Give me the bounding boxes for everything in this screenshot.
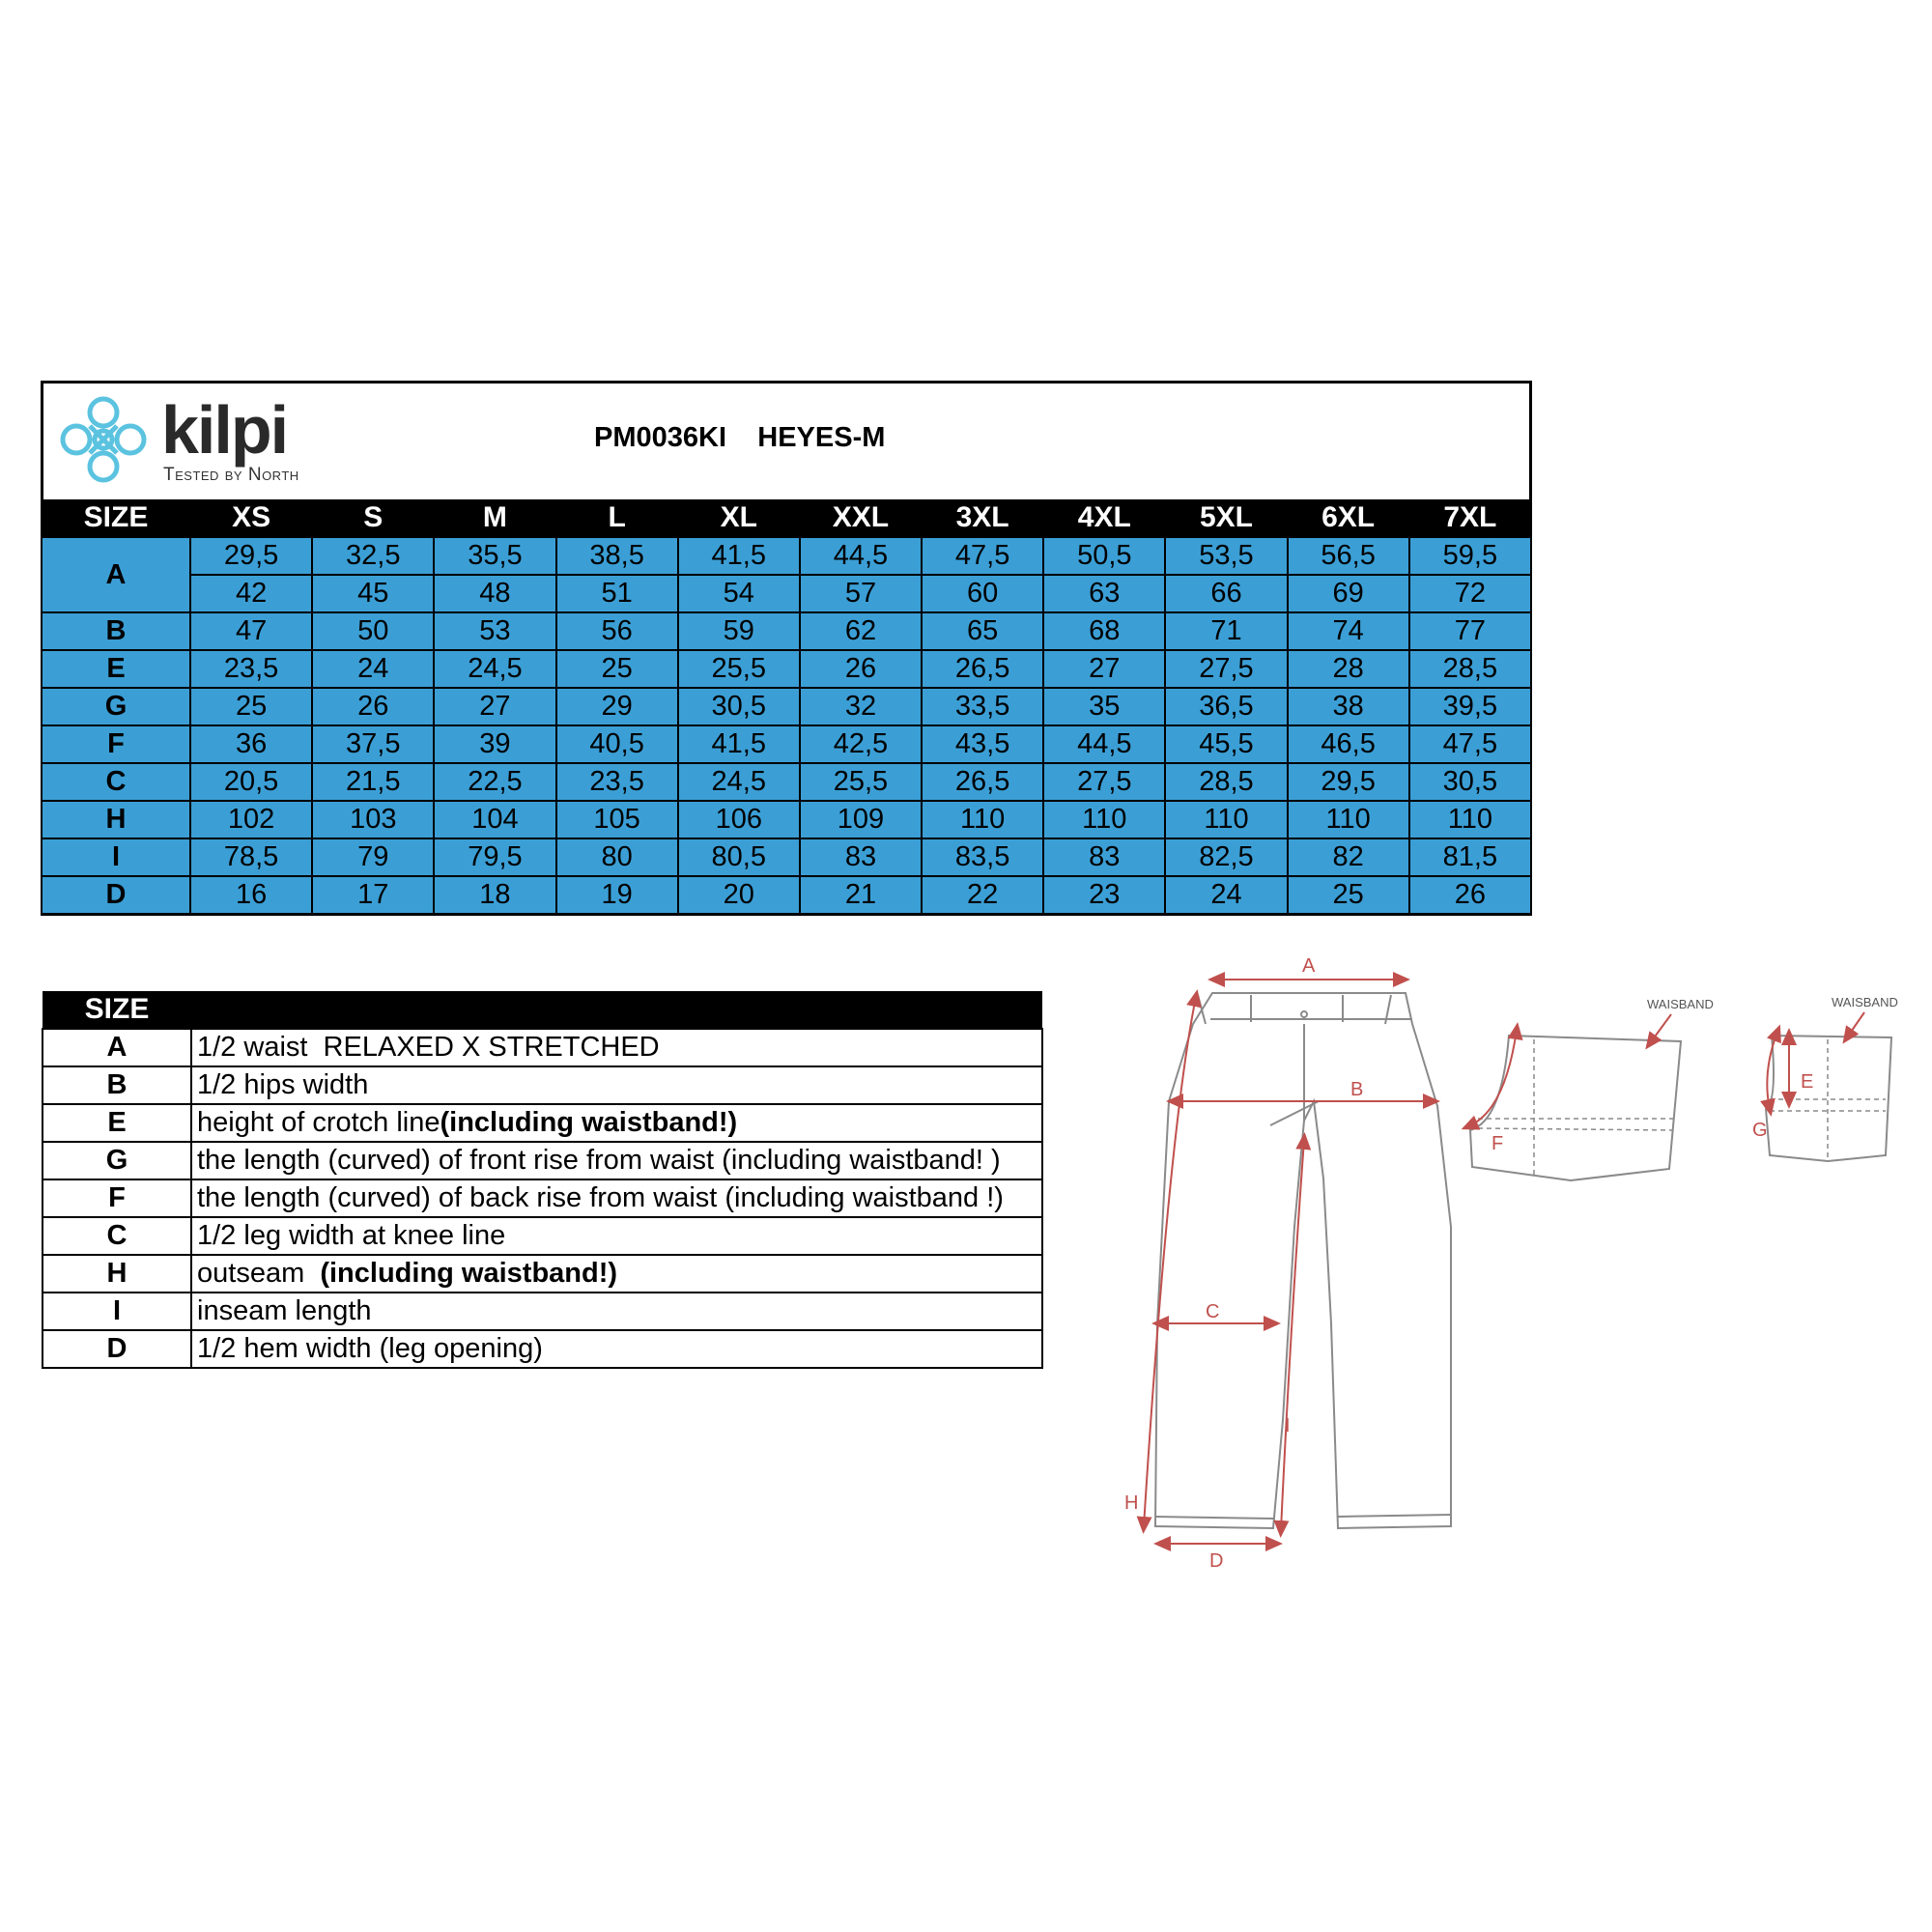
measure-value: 29,5 (190, 537, 312, 575)
measure-value: 28,5 (1409, 650, 1531, 688)
size-row-d (42, 876, 1531, 914)
legend-description (191, 1179, 1042, 1217)
measure-value: 39,5 (1409, 688, 1531, 725)
measure-value: 56 (556, 612, 678, 650)
measure-value: 36,5 (1165, 688, 1287, 725)
measure-value: 25 (190, 688, 312, 725)
product-name: HEYES-M (757, 422, 886, 453)
measure-value: 41,5 (678, 725, 800, 763)
measure-value: 44,5 (1043, 725, 1165, 763)
legend-row (43, 1104, 1042, 1142)
measure-value: 66 (1165, 575, 1287, 612)
measurement-lines (1144, 980, 1433, 1544)
measure-value: 36 (190, 725, 312, 763)
legend-header-blank (191, 991, 1042, 1029)
size-column-header: XXL (800, 499, 922, 537)
size-table (41, 499, 1532, 915)
measure-value: 45,5 (1165, 725, 1287, 763)
legend-description (191, 1104, 1042, 1142)
measure-value: 43,5 (922, 725, 1043, 763)
size-row-e (42, 650, 1531, 688)
measure-value: 24 (312, 650, 434, 688)
size-column-header: 5XL (1165, 499, 1287, 537)
size-row-f (42, 725, 1531, 763)
pants-measurement-diagram (1101, 937, 1913, 1575)
measure-value: 27 (1043, 650, 1165, 688)
legend-key: I (43, 1293, 191, 1330)
measure-value: 39 (434, 725, 555, 763)
legend-row (43, 1179, 1042, 1217)
measure-value: 21,5 (312, 763, 434, 801)
legend-key: B (43, 1066, 191, 1104)
measure-value: 22 (922, 876, 1043, 914)
measure-value: 81,5 (1409, 838, 1531, 876)
measure-value: 48 (434, 575, 555, 612)
legend-text: inseam length (197, 1295, 372, 1326)
legend-description (191, 1142, 1042, 1179)
legend-row (43, 1330, 1042, 1368)
measure-value: 26 (1409, 876, 1531, 914)
measure-value: 68 (1043, 612, 1165, 650)
measure-value: 26 (312, 688, 434, 725)
measure-value: 56,5 (1288, 537, 1409, 575)
measure-value: 27 (434, 688, 555, 725)
measure-value: 110 (922, 801, 1043, 838)
measure-value: 20,5 (190, 763, 312, 801)
measure-value: 54 (678, 575, 800, 612)
legend-text: outseam (197, 1258, 321, 1289)
measure-value: 35,5 (434, 537, 555, 575)
measure-value: 41,5 (678, 537, 800, 575)
legend-row (43, 1217, 1042, 1255)
measure-value: 37,5 (312, 725, 434, 763)
legend-table (42, 991, 1043, 1369)
size-column-header: 3XL (922, 499, 1043, 537)
measure-value: 19 (556, 876, 678, 914)
measure-label: I (42, 838, 190, 876)
measure-value: 24 (1165, 876, 1287, 914)
measure-value: 24,5 (678, 763, 800, 801)
measure-value: 110 (1409, 801, 1531, 838)
label-d: D (1209, 1550, 1224, 1572)
legend-text: 1/2 hips width (197, 1069, 369, 1100)
legend-text: 1/2 leg width at knee line (197, 1220, 506, 1251)
measure-value: 57 (800, 575, 922, 612)
waistband-label-front: WAISBAND (1832, 995, 1898, 1009)
measure-value: 78,5 (190, 838, 312, 876)
measure-value: 29,5 (1288, 763, 1409, 801)
legend-key: H (43, 1255, 191, 1293)
label-g: G (1752, 1120, 1768, 1141)
measure-value: 47,5 (922, 537, 1043, 575)
measure-value: 25,5 (678, 650, 800, 688)
legend-key: A (43, 1029, 191, 1066)
measure-value: 50 (312, 612, 434, 650)
size-column-header: M (434, 499, 555, 537)
measure-value: 25 (556, 650, 678, 688)
measure-value: 23,5 (190, 650, 312, 688)
measure-value: 30,5 (678, 688, 800, 725)
legend-text: 1/2 waist RELAXED X STRETCHED (197, 1032, 660, 1063)
measure-value: 24,5 (434, 650, 555, 688)
label-e: E (1801, 1071, 1814, 1093)
legend-row (43, 1293, 1042, 1330)
measure-label: H (42, 801, 190, 838)
label-f: F (1492, 1133, 1504, 1154)
measure-value: 59 (678, 612, 800, 650)
label-h: H (1124, 1492, 1139, 1514)
measure-label: D (42, 876, 190, 914)
product-title (594, 422, 885, 454)
legend-key: C (43, 1217, 191, 1255)
measure-value: 38,5 (556, 537, 678, 575)
measure-value: 50,5 (1043, 537, 1165, 575)
measure-value: 109 (800, 801, 922, 838)
legend-row (43, 1142, 1042, 1179)
legend-description (191, 1255, 1042, 1293)
size-column-header: XS (190, 499, 312, 537)
size-column-header: 6XL (1288, 499, 1409, 537)
measure-value: 80,5 (678, 838, 800, 876)
measure-value: 25,5 (800, 763, 922, 801)
size-column-header: 7XL (1409, 499, 1531, 537)
measure-value: 25 (1288, 876, 1409, 914)
measure-value: 59,5 (1409, 537, 1531, 575)
measure-value: 29 (556, 688, 678, 725)
measure-value: 42,5 (800, 725, 922, 763)
measure-label: F (42, 725, 190, 763)
measure-value: 79 (312, 838, 434, 876)
legend-header-label: SIZE (43, 991, 191, 1029)
measure-value: 26,5 (922, 650, 1043, 688)
brand-tagline: Tested by North (163, 465, 299, 485)
measure-value: 42 (190, 575, 312, 612)
size-header-row (42, 499, 1531, 537)
size-row-i (42, 838, 1531, 876)
measure-label: B (42, 612, 190, 650)
legend-description (191, 1066, 1042, 1104)
measure-value: 110 (1043, 801, 1165, 838)
measure-value: 83,5 (922, 838, 1043, 876)
measure-value: 30,5 (1409, 763, 1531, 801)
measure-value: 17 (312, 876, 434, 914)
size-table-body (42, 537, 1531, 914)
size-column-header: 4XL (1043, 499, 1165, 537)
legend-description (191, 1293, 1042, 1330)
measure-value: 83 (1043, 838, 1165, 876)
measure-value: 65 (922, 612, 1043, 650)
measure-value: 44,5 (800, 537, 922, 575)
chart-header (43, 384, 1529, 499)
measure-value: 35 (1043, 688, 1165, 725)
measure-value: 72 (1409, 575, 1531, 612)
legend-emphasis: (including waistband!) (320, 1258, 618, 1289)
measure-value: 62 (800, 612, 922, 650)
measure-value: 33,5 (922, 688, 1043, 725)
measure-value: 102 (190, 801, 312, 838)
measure-label: C (42, 763, 190, 801)
legend-key: F (43, 1179, 191, 1217)
legend-row (43, 1255, 1042, 1293)
measure-value: 16 (190, 876, 312, 914)
measure-value: 80 (556, 838, 678, 876)
measure-value: 46,5 (1288, 725, 1409, 763)
size-header-label: SIZE (42, 499, 190, 537)
measure-label: E (42, 650, 190, 688)
measure-value: 71 (1165, 612, 1287, 650)
measure-value: 74 (1288, 612, 1409, 650)
measure-value: 22,5 (434, 763, 555, 801)
waistband-label-back: WAISBAND (1647, 997, 1714, 1011)
label-c: C (1206, 1301, 1220, 1322)
size-row-a (42, 537, 1531, 575)
label-b: B (1350, 1079, 1364, 1100)
legend-text: the length (curved) of back rise from waist (including waistband !) (197, 1182, 1004, 1213)
measure-value: 26,5 (922, 763, 1043, 801)
label-i: I (1285, 1415, 1291, 1436)
legend-description (191, 1330, 1042, 1368)
size-row-g (42, 688, 1531, 725)
measure-value: 32,5 (312, 537, 434, 575)
legend-row (43, 1066, 1042, 1104)
legend-emphasis: (including waistband!) (440, 1107, 738, 1138)
size-row-a-stretched (42, 575, 1531, 612)
measure-value: 82,5 (1165, 838, 1287, 876)
measure-value: 23,5 (556, 763, 678, 801)
measure-value: 21 (800, 876, 922, 914)
measure-value: 47,5 (1409, 725, 1531, 763)
legend-key: G (43, 1142, 191, 1179)
measure-value: 53,5 (1165, 537, 1287, 575)
legend-description (191, 1217, 1042, 1255)
legend-table-body (43, 1029, 1042, 1368)
legend-text: 1/2 hem width (leg opening) (197, 1333, 543, 1364)
size-chart (41, 381, 1532, 916)
legend-text: the length (curved) of front rise from waist (including waistband! ) (197, 1145, 1001, 1176)
measure-value: 82 (1288, 838, 1409, 876)
measure-value: 26 (800, 650, 922, 688)
pants-outline (1155, 993, 1451, 1528)
measure-value: 105 (556, 801, 678, 838)
legend-key: E (43, 1104, 191, 1142)
measure-value: 27,5 (1043, 763, 1165, 801)
measure-value: 104 (434, 801, 555, 838)
brand-name: kilpi (161, 392, 288, 468)
measure-value: 79,5 (434, 838, 555, 876)
measure-label: G (42, 688, 190, 725)
measure-value: 77 (1409, 612, 1531, 650)
measure-value: 32 (800, 688, 922, 725)
measure-value: 60 (922, 575, 1043, 612)
legend-row (43, 1029, 1042, 1066)
size-column-header: S (312, 499, 434, 537)
size-row-h (42, 801, 1531, 838)
size-column-header: L (556, 499, 678, 537)
size-row-b (42, 612, 1531, 650)
measure-value: 51 (556, 575, 678, 612)
measure-value: 63 (1043, 575, 1165, 612)
measure-value: 23 (1043, 876, 1165, 914)
measure-value: 28,5 (1165, 763, 1287, 801)
measure-value: 110 (1165, 801, 1287, 838)
measure-value: 18 (434, 876, 555, 914)
measure-value: 110 (1288, 801, 1409, 838)
size-row-c (42, 763, 1531, 801)
legend-text: height of crotch line (197, 1107, 440, 1138)
measure-value: 40,5 (556, 725, 678, 763)
legend-description (191, 1029, 1042, 1066)
size-column-header: XL (678, 499, 800, 537)
measure-value: 69 (1288, 575, 1409, 612)
measure-value: 83 (800, 838, 922, 876)
back-rise-detail (1468, 997, 1714, 1180)
measure-value: 47 (190, 612, 312, 650)
measure-value: 106 (678, 801, 800, 838)
front-rise-detail (1752, 995, 1898, 1161)
product-code: PM0036KI (594, 422, 727, 453)
measure-value: 20 (678, 876, 800, 914)
measure-value: 45 (312, 575, 434, 612)
legend-header-row (43, 991, 1042, 1029)
measure-value: 38 (1288, 688, 1409, 725)
legend-key: D (43, 1330, 191, 1368)
measure-value: 53 (434, 612, 555, 650)
measure-label: A (42, 537, 190, 612)
label-a: A (1302, 955, 1316, 977)
measure-value: 103 (312, 801, 434, 838)
measure-value: 28 (1288, 650, 1409, 688)
measure-value: 27,5 (1165, 650, 1287, 688)
